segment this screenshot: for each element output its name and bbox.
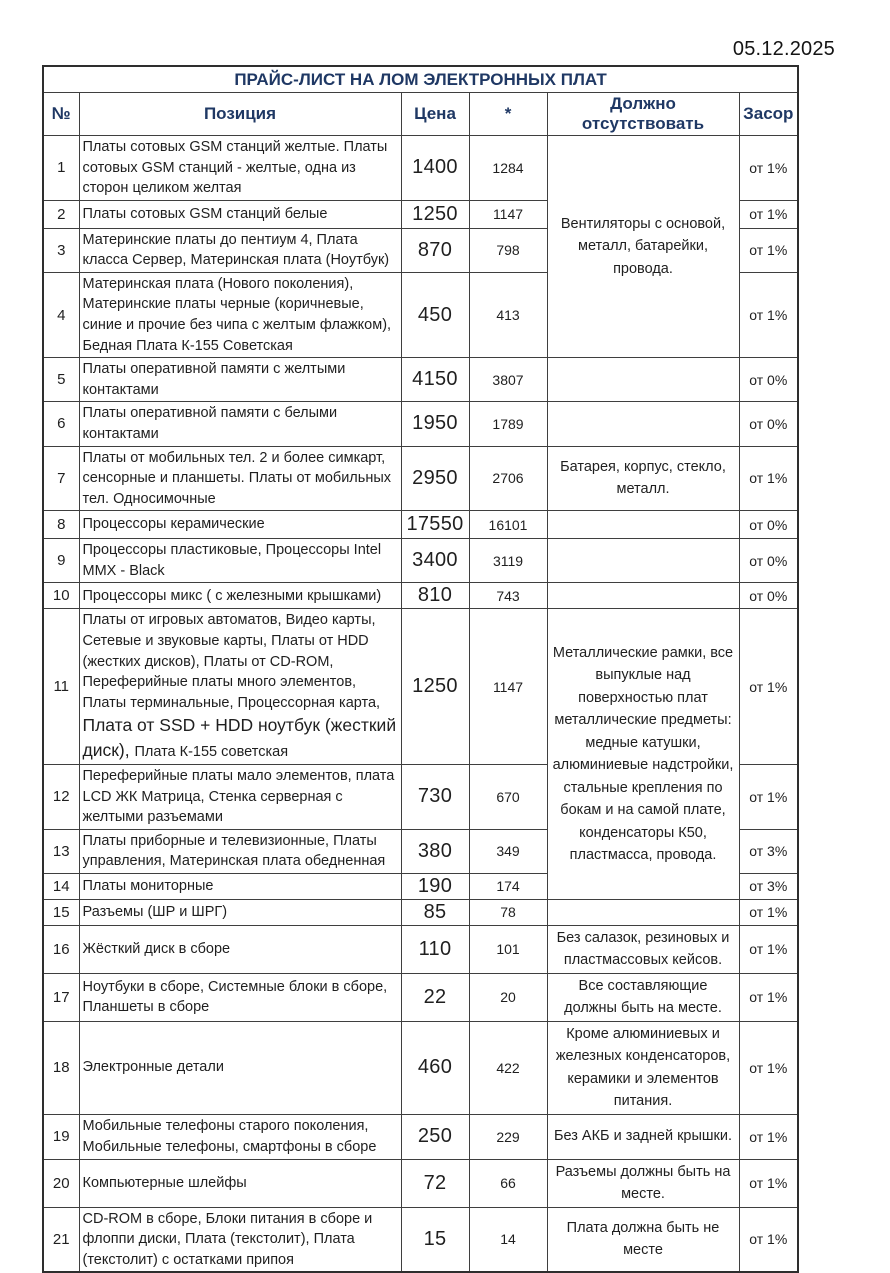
row-number-cell: 9 bbox=[43, 539, 79, 583]
column-header-price: Цена bbox=[401, 93, 469, 136]
price-cell: 2950 bbox=[401, 446, 469, 511]
star-value-cell: 174 bbox=[469, 873, 547, 899]
header-row bbox=[43, 93, 798, 136]
row-number-cell: 18 bbox=[43, 1021, 79, 1114]
row-number-cell: 3 bbox=[43, 228, 79, 272]
star-value-cell: 101 bbox=[469, 925, 547, 973]
row-number-cell: 8 bbox=[43, 511, 79, 539]
table-row bbox=[43, 609, 798, 765]
position-cell: Платы мониторные bbox=[79, 873, 401, 899]
contamination-cell: от 1% bbox=[739, 1159, 798, 1207]
row-number-cell: 10 bbox=[43, 583, 79, 609]
position-text: Платы от игровых автоматов, Видео карты, Сетевые и звуковые карты, Платы от HDD (жестких дисков), Платы от CD-ROM, Переферийные платы много элементов, Платы терминальные, Процессорная карта, bbox=[82, 612, 381, 711]
must-be-absent-cell: Плата должна быть не месте bbox=[547, 1207, 739, 1272]
contamination-cell: от 3% bbox=[739, 829, 798, 873]
must-be-absent-cell: Металлические рамки, все выпуклые над поверхностью плат металлические предметы: медные катушки, алюминиевые надстройки, стальные крепления по бокам и на самой плате, конденсаторы К50, пластмасса, провода. bbox=[547, 609, 739, 899]
contamination-cell: от 1% bbox=[739, 228, 798, 272]
price-table bbox=[42, 65, 799, 1273]
star-value-cell: 1284 bbox=[469, 136, 547, 201]
position-text: Плата К-155 советская bbox=[134, 744, 289, 761]
table-row bbox=[43, 446, 798, 511]
must-be-absent-cell: Кроме алюминиевых и железных конденсаторов, керамики и элементов питания. bbox=[547, 1021, 739, 1114]
price-cell: 110 bbox=[401, 925, 469, 973]
star-value-cell: 66 bbox=[469, 1159, 547, 1207]
position-cell: Электронные детали bbox=[79, 1021, 401, 1114]
must-be-absent-cell bbox=[547, 358, 739, 402]
star-value-cell: 422 bbox=[469, 1021, 547, 1114]
must-be-absent-cell: Все составляющие должны быть на месте. bbox=[547, 973, 739, 1021]
star-value-cell: 78 bbox=[469, 899, 547, 925]
column-header-star: * bbox=[469, 93, 547, 136]
position-cell: Компьютерные шлейфы bbox=[79, 1159, 401, 1207]
row-number-cell: 21 bbox=[43, 1207, 79, 1272]
column-header-position: Позиция bbox=[79, 93, 401, 136]
must-be-absent-cell: Без салазок, резиновых и пластмассовых кейсов. bbox=[547, 925, 739, 973]
position-cell: Ноутбуки в сборе, Системные блоки в сборе, Планшеты в сборе bbox=[79, 973, 401, 1021]
position-cell: Платы приборные и телевизионные, Платы управления, Материнская плата обедненная bbox=[79, 829, 401, 873]
contamination-cell: от 0% bbox=[739, 539, 798, 583]
table-row bbox=[43, 539, 798, 583]
price-cell: 810 bbox=[401, 583, 469, 609]
must-be-absent-cell: Без АКБ и задней крышки. bbox=[547, 1114, 739, 1159]
price-cell: 250 bbox=[401, 1114, 469, 1159]
contamination-cell: от 3% bbox=[739, 873, 798, 899]
position-text-large: Плата от SSD + HDD ноутбук (жесткий диск), bbox=[82, 715, 397, 761]
contamination-cell: от 1% bbox=[739, 764, 798, 829]
row-number-cell: 13 bbox=[43, 829, 79, 873]
contamination-cell: от 1% bbox=[739, 272, 798, 357]
row-number-cell: 6 bbox=[43, 402, 79, 446]
position-cell: Платы сотовых GSM станций белые bbox=[79, 200, 401, 228]
contamination-cell: от 1% bbox=[739, 1114, 798, 1159]
row-number-cell: 12 bbox=[43, 764, 79, 829]
price-cell: 450 bbox=[401, 272, 469, 357]
position-cell: Материнская плата (Нового поколения), Материнские платы черные (коричневые, синие и прочие без чипа с желтым флажком), Бедная Плата К-155 Советская bbox=[79, 272, 401, 357]
must-be-absent-cell: Вентиляторы с основой, металл, батарейки, провода. bbox=[547, 136, 739, 358]
star-value-cell: 743 bbox=[469, 583, 547, 609]
contamination-cell: от 1% bbox=[739, 925, 798, 973]
row-number-cell: 17 bbox=[43, 973, 79, 1021]
star-value-cell: 1789 bbox=[469, 402, 547, 446]
table-row bbox=[43, 899, 798, 925]
contamination-cell: от 1% bbox=[739, 1207, 798, 1272]
star-value-cell: 2706 bbox=[469, 446, 547, 511]
document-date: 05.12.2025 bbox=[732, 38, 835, 60]
price-cell: 22 bbox=[401, 973, 469, 1021]
position-cell: Процессоры керамические bbox=[79, 511, 401, 539]
table-row bbox=[43, 583, 798, 609]
price-cell: 72 bbox=[401, 1159, 469, 1207]
star-value-cell: 16101 bbox=[469, 511, 547, 539]
contamination-cell: от 1% bbox=[739, 899, 798, 925]
table-row bbox=[43, 402, 798, 446]
row-number-cell: 11 bbox=[43, 609, 79, 765]
must-be-absent-cell: Батарея, корпус, стекло, металл. bbox=[547, 446, 739, 511]
position-cell: Платы от мобильных тел. 2 и более симкарт, сенсорные и планшеты. Платы от мобильных тел. Односимочные bbox=[79, 446, 401, 511]
row-number-cell: 1 bbox=[43, 136, 79, 201]
contamination-cell: от 1% bbox=[739, 136, 798, 201]
table-row bbox=[43, 1207, 798, 1272]
star-value-cell: 349 bbox=[469, 829, 547, 873]
position-cell: CD-ROM в сборе, Блоки питания в сборе и флоппи диски, Плата (текстолит), Плата (текстолит) с остатками припоя bbox=[79, 1207, 401, 1272]
row-number-cell: 15 bbox=[43, 899, 79, 925]
contamination-cell: от 0% bbox=[739, 583, 798, 609]
price-cell: 1250 bbox=[401, 609, 469, 765]
position-cell: Платы оперативной памяти с белыми контактами bbox=[79, 402, 401, 446]
column-header-clog: Засор bbox=[739, 93, 798, 136]
price-cell: 17550 bbox=[401, 511, 469, 539]
contamination-cell: от 1% bbox=[739, 1021, 798, 1114]
price-cell: 730 bbox=[401, 764, 469, 829]
must-be-absent-cell bbox=[547, 539, 739, 583]
must-be-absent-cell bbox=[547, 583, 739, 609]
price-cell: 4150 bbox=[401, 358, 469, 402]
star-value-cell: 14 bbox=[469, 1207, 547, 1272]
price-cell: 15 bbox=[401, 1207, 469, 1272]
table-row bbox=[43, 511, 798, 539]
row-number-cell: 7 bbox=[43, 446, 79, 511]
row-number-cell: 4 bbox=[43, 272, 79, 357]
row-number-cell: 19 bbox=[43, 1114, 79, 1159]
position-cell: Платы сотовых GSM станций желтые. Платы сотовых GSM станций - желтые, одна из сторон целиком желтая bbox=[79, 136, 401, 201]
contamination-cell: от 1% bbox=[739, 609, 798, 765]
position-cell: Платы оперативной памяти с желтыми контактами bbox=[79, 358, 401, 402]
table-row bbox=[43, 1021, 798, 1114]
star-value-cell: 1147 bbox=[469, 200, 547, 228]
price-cell: 3400 bbox=[401, 539, 469, 583]
price-cell: 870 bbox=[401, 228, 469, 272]
column-header-absent: Должно отсутствовать bbox=[547, 93, 739, 136]
table-row bbox=[43, 925, 798, 973]
position-cell: Процессоры пластиковые, Процессоры Intel MMX - Black bbox=[79, 539, 401, 583]
row-number-cell: 2 bbox=[43, 200, 79, 228]
title-row bbox=[43, 66, 798, 93]
row-number-cell: 20 bbox=[43, 1159, 79, 1207]
must-be-absent-cell bbox=[547, 899, 739, 925]
row-number-cell: 5 bbox=[43, 358, 79, 402]
star-value-cell: 229 bbox=[469, 1114, 547, 1159]
row-number-cell: 16 bbox=[43, 925, 79, 973]
contamination-cell: от 0% bbox=[739, 358, 798, 402]
position-cell: Разъемы (ШР и ШРГ) bbox=[79, 899, 401, 925]
star-value-cell: 670 bbox=[469, 764, 547, 829]
star-value-cell: 413 bbox=[469, 272, 547, 357]
star-value-cell: 20 bbox=[469, 973, 547, 1021]
star-value-cell: 3807 bbox=[469, 358, 547, 402]
price-cell: 380 bbox=[401, 829, 469, 873]
position-cell: Мобильные телефоны старого поколения, Мобильные телефоны, смартфоны в сборе bbox=[79, 1114, 401, 1159]
position-cell: Жёсткий диск в сборе bbox=[79, 925, 401, 973]
position-cell: Материнские платы до пентиум 4, Плата класса Сервер, Материнская плата (Ноутбук) bbox=[79, 228, 401, 272]
price-cell: 460 bbox=[401, 1021, 469, 1114]
price-cell: 190 bbox=[401, 873, 469, 899]
position-cell: Процессоры микс ( с железными крышками) bbox=[79, 583, 401, 609]
row-number-cell: 14 bbox=[43, 873, 79, 899]
table-body bbox=[43, 136, 798, 1273]
must-be-absent-cell: Разъемы должны быть на месте. bbox=[547, 1159, 739, 1207]
contamination-cell: от 0% bbox=[739, 402, 798, 446]
table-row bbox=[43, 973, 798, 1021]
star-value-cell: 3119 bbox=[469, 539, 547, 583]
table-row bbox=[43, 1159, 798, 1207]
table-row bbox=[43, 1114, 798, 1159]
price-cell: 1250 bbox=[401, 200, 469, 228]
position-cell: Переферийные платы мало элементов, плата LCD ЖК Матрица, Стенка серверная с желтыми разъемами bbox=[79, 764, 401, 829]
price-cell: 85 bbox=[401, 899, 469, 925]
star-value-cell: 798 bbox=[469, 228, 547, 272]
contamination-cell: от 1% bbox=[739, 973, 798, 1021]
price-cell: 1950 bbox=[401, 402, 469, 446]
must-be-absent-cell bbox=[547, 402, 739, 446]
contamination-cell: от 1% bbox=[739, 200, 798, 228]
column-header-num: № bbox=[43, 93, 79, 136]
position-cell bbox=[79, 609, 401, 765]
star-value-cell: 1147 bbox=[469, 609, 547, 765]
table-row bbox=[43, 358, 798, 402]
table-row bbox=[43, 136, 798, 201]
contamination-cell: от 1% bbox=[739, 446, 798, 511]
page-title: ПРАЙС-ЛИСТ НА ЛОМ ЭЛЕКТРОННЫХ ПЛАТ bbox=[43, 66, 798, 93]
must-be-absent-cell bbox=[547, 511, 739, 539]
contamination-cell: от 0% bbox=[739, 511, 798, 539]
price-cell: 1400 bbox=[401, 136, 469, 201]
